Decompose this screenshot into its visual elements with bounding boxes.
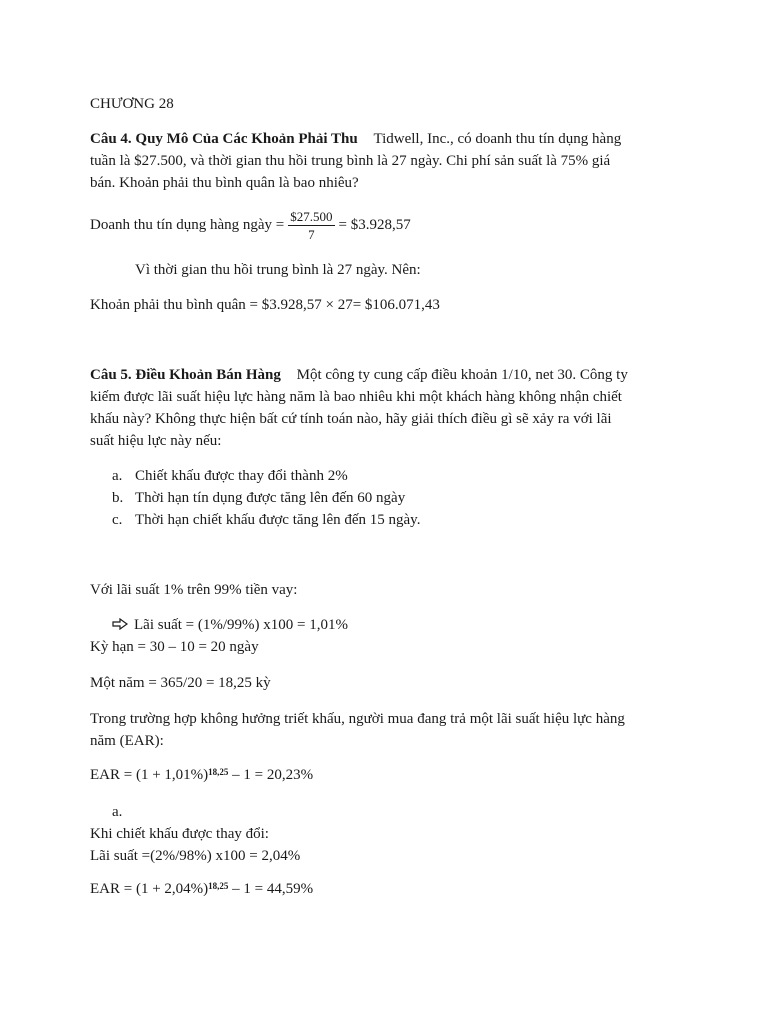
list-item <box>112 487 405 509</box>
question-5-line-1 <box>90 364 690 386</box>
ear-paragraph-line-1: Trong trường hợp không hưởng triết khấu, người mua đang trả một lãi suất hiệu lực hàng <box>90 711 625 727</box>
question-4-line-3: bán. Khoản phải thu bình quân là bao nhiêu? <box>90 175 359 191</box>
question-4-line-1 <box>90 128 690 150</box>
ear-result: – 1 = 44,59% <box>232 881 314 897</box>
question-4-title: Câu 4. Quy Mô Của Các Khoản Phải Thu <box>90 131 358 147</box>
question-4-line-2: tuần là $27.500, và thời gian thu hồi trung bình là 27 ngày. Chi phí sản suất là 75% giá <box>90 153 611 169</box>
rate-formula: Lãi suất = (1%/99%) x100 = 1,01% <box>134 617 348 633</box>
fraction-numerator: $27.500 <box>290 209 333 225</box>
daily-sales-fraction <box>288 209 334 242</box>
question-5-text: Một công ty cung cấp điều khoản 1/10, net 30. Công ty <box>296 367 628 383</box>
list-item-text: Chiết khấu được thay đổi thành 2% <box>135 468 348 484</box>
solution-intro: Với lãi suất 1% trên 99% tiền vay: <box>90 582 298 598</box>
list-marker: a. <box>112 468 123 484</box>
part-a-marker: a. <box>112 804 123 820</box>
ear-exponent: 18,25 <box>208 881 229 891</box>
list-marker: b. <box>112 490 124 506</box>
fraction-denominator: 7 <box>308 227 315 243</box>
question-5-line-3: khấu này? Không thực hiện bất cứ tính toán nào, hãy giải thích điều gì sẽ xảy ra với lãi <box>90 411 612 427</box>
list-item-text: Thời hạn tín dụng được tăng lên đến 60 ngày <box>135 490 406 506</box>
list-item <box>112 465 348 487</box>
ear-exponent: 18,25 <box>208 767 229 777</box>
list-marker: c. <box>112 512 123 528</box>
ear-base: EAR = (1 + 1,01%) <box>90 767 209 783</box>
collection-period-note: Vì thời gian thu hồi trung bình là 27 ngày. Nên: <box>135 262 421 278</box>
question-4-text: Tidwell, Inc., có doanh thu tín dụng hàng <box>373 131 622 147</box>
rate-line-2: Lãi suất =(2%/98%) x100 = 2,04% <box>90 848 301 864</box>
ear-base: EAR = (1 + 2,04%) <box>90 881 209 897</box>
average-receivables: Khoản phải thu bình quân = $3.928,57 × 27= $106.071,43 <box>90 297 440 313</box>
question-5-line-2: kiếm được lãi suất hiệu lực hàng năm là bao nhiêu khi một khách hàng không nhận chiết <box>90 389 622 405</box>
daily-sales-equation <box>90 206 690 244</box>
discount-changed: Khi chiết khấu được thay đổi: <box>90 826 269 842</box>
daily-sales-result: = $3.928,57 <box>338 217 411 233</box>
ear-equation-2 <box>90 878 690 900</box>
ear-paragraph-line-2: năm (EAR): <box>90 733 164 749</box>
term-line: Kỳ hạn = 30 – 10 = 20 ngày <box>90 639 259 655</box>
question-5-line-4: suất hiệu lực này nếu: <box>90 433 222 449</box>
question-5-title: Câu 5. Điều Khoản Bán Hàng <box>90 367 281 383</box>
rate-line <box>90 614 690 636</box>
arrow-right-icon <box>112 614 134 636</box>
periods-per-year: Một năm = 365/20 = 18,25 kỳ <box>90 675 271 691</box>
daily-sales-label: Doanh thu tín dụng hàng ngày = <box>90 217 285 233</box>
ear-result: – 1 = 20,23% <box>232 767 314 783</box>
ear-equation-1 <box>90 764 690 786</box>
chapter-heading: CHƯƠNG 28 <box>90 96 174 112</box>
list-item-text: Thời hạn chiết khấu được tăng lên đến 15 ngày. <box>135 512 421 528</box>
list-item <box>112 509 420 531</box>
